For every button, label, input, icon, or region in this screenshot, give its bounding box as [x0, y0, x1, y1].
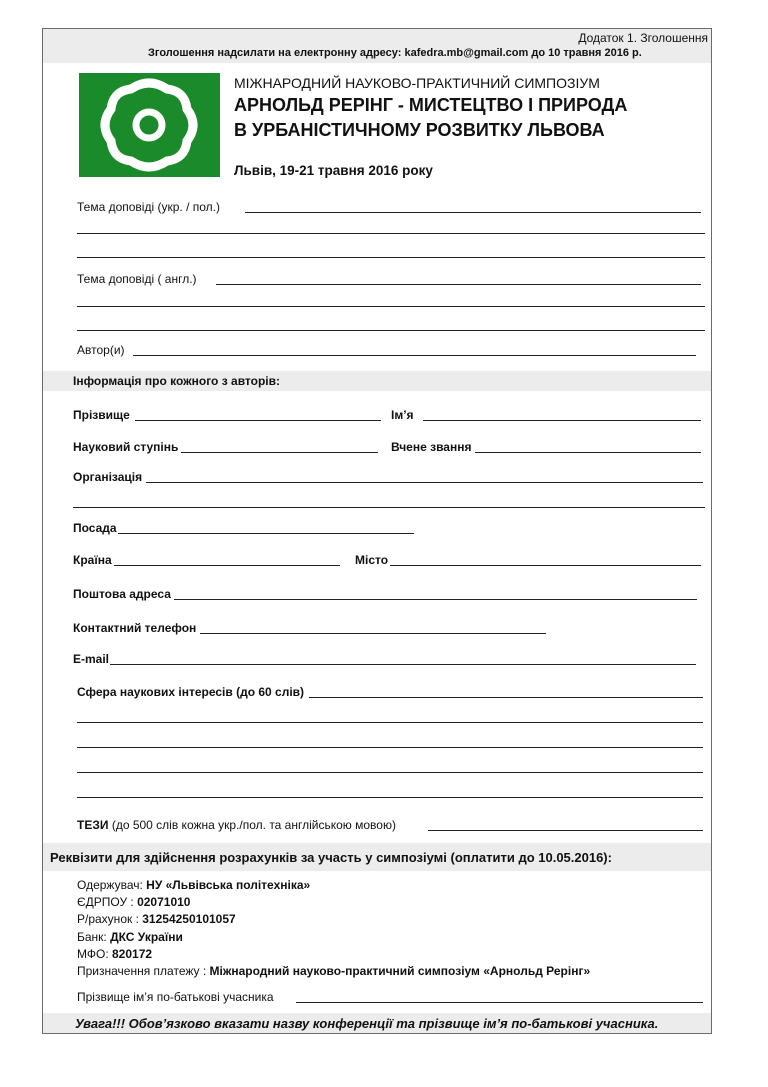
recipient-row: [77, 878, 310, 892]
theses-field[interactable]: [428, 830, 703, 831]
topic-ukr-field-3[interactable]: [77, 257, 705, 258]
edrpou-value: 02071010: [137, 895, 191, 909]
rank-label: Вчене звання: [391, 440, 472, 454]
name-field[interactable]: [423, 420, 701, 421]
interests-field[interactable]: [309, 697, 703, 698]
edrpou-row: [77, 895, 190, 909]
authors-field[interactable]: [133, 355, 696, 356]
symposium-line1: МІЖНАРОДНИЙ НАУКОВО-ПРАКТИЧНИЙ СИМПОЗІУМ: [234, 75, 600, 91]
interests-field-3[interactable]: [77, 747, 703, 748]
degree-field[interactable]: [181, 452, 378, 453]
topic-ukr-field[interactable]: [245, 212, 701, 213]
topic-eng-field-2[interactable]: [77, 306, 705, 307]
recipient-label: Одержувач:: [77, 878, 147, 892]
city-label: Місто: [355, 553, 389, 567]
degree-label: Науковий ступінь: [73, 440, 179, 454]
country-label: Країна: [73, 553, 112, 567]
topic-eng-field-3[interactable]: [77, 330, 705, 331]
recipient-value: НУ «Львівська політехніка»: [146, 878, 311, 892]
postal-field[interactable]: [174, 599, 697, 600]
organization-field-2[interactable]: [73, 507, 705, 508]
position-field[interactable]: [118, 533, 414, 534]
mfo-value: 820172: [112, 947, 153, 961]
email-label: E-mail: [73, 652, 110, 666]
payment-title: Реквізити для здійснення розрахунків за участь у симпозіумі (оплатити до 10.05.2016):: [50, 850, 612, 865]
organization-field[interactable]: [146, 482, 703, 483]
country-field[interactable]: [114, 565, 340, 566]
appendix-label: Додаток 1. Зголошення: [578, 31, 708, 45]
topic-ukr-field-2[interactable]: [77, 233, 705, 234]
name-label: Ім’я: [391, 408, 414, 422]
participant-field[interactable]: [296, 1002, 703, 1003]
purpose-label: Призначення платежу :: [77, 964, 210, 978]
position-label: Посада: [73, 521, 117, 535]
symposium-line3: В УРБАНІСТИЧНОМУ РОЗВИТКУ ЛЬВОВА: [234, 120, 605, 140]
postal-label: Поштова адреса: [73, 587, 171, 601]
bank-value: ДКС України: [110, 930, 183, 944]
purpose-value: Міжнародний науково-практичний симпозіум «Арнольд Рерінг»: [209, 964, 591, 978]
participant-label: Прізвище ім’я по-батькові учасника: [77, 990, 274, 1004]
rank-field[interactable]: [475, 452, 701, 453]
authors-label: Автор(и): [77, 343, 125, 357]
interests-label: Сфера наукових інтересів (до 60 слів): [77, 685, 305, 699]
symposium-date: Львів, 19-21 травня 2016 року: [234, 163, 433, 178]
account-row: [77, 912, 236, 926]
email-field[interactable]: [110, 664, 696, 665]
surname-field[interactable]: [135, 420, 381, 421]
topic-ukr-label: Тема доповіді (укр. / пол.): [77, 200, 220, 214]
surname-label: Прізвище: [73, 408, 130, 422]
purpose-row: [77, 964, 590, 978]
symposium-line2: АРНОЛЬД РЕРІНГ - МИСТЕЦТВО І ПРИРОДА: [234, 95, 628, 115]
warning-text: Увага!!! Обов’язково вказати назву конференції та прізвище ім’я по-батькові учасника.: [75, 1016, 659, 1031]
topic-eng-label: Тема доповіді ( англ.): [77, 272, 197, 286]
theses-label: [77, 818, 396, 832]
topic-eng-field[interactable]: [216, 284, 701, 285]
organization-label: Організація: [73, 470, 143, 484]
edrpou-label: ЄДРПОУ :: [77, 895, 138, 909]
interests-field-4[interactable]: [77, 772, 703, 773]
send-note: Зголошення надсилати на електронну адресу: kafedra.mb@gmail.com до 10 травня 2016 р.: [148, 47, 642, 59]
interests-field-2[interactable]: [77, 722, 703, 723]
symposium-logo: [79, 73, 220, 177]
account-label: Р/рахунок :: [77, 912, 143, 926]
theses-label-bold: ТЕЗИ: [77, 818, 109, 832]
interests-field-5[interactable]: [77, 797, 703, 798]
info-title: Інформація про кожного з авторів:: [73, 374, 280, 388]
quatrefoil-icon: [79, 73, 220, 177]
phone-label: Контактний телефон: [73, 621, 197, 635]
bank-row: [77, 930, 183, 944]
city-field[interactable]: [390, 565, 701, 566]
account-value: 31254250101057: [142, 912, 236, 926]
mfo-label: МФО:: [77, 947, 112, 961]
mfo-row: [77, 947, 152, 961]
theses-label-rest: (до 500 слів кожна укр./пол. та англійською мовою): [108, 818, 396, 832]
phone-field[interactable]: [200, 633, 546, 634]
bank-label: Банк:: [77, 930, 111, 944]
